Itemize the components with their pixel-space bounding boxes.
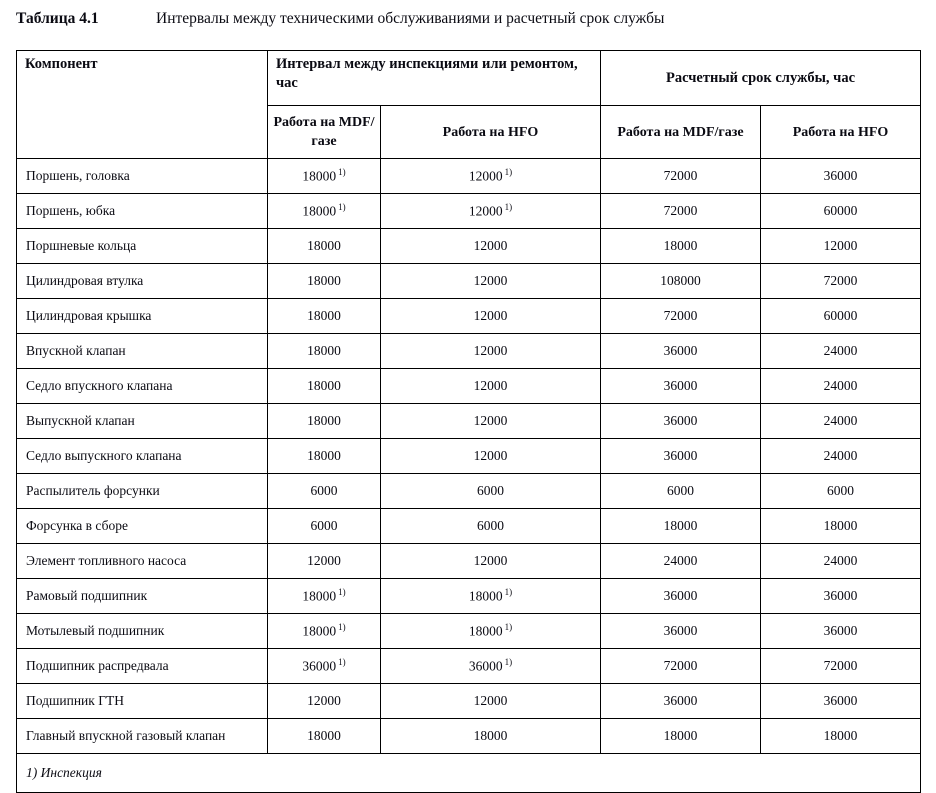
table-body — [17, 159, 921, 793]
cell-value: 18000 — [823, 518, 858, 533]
cell-value: 18000 — [307, 448, 341, 463]
cell-value: 6000 — [667, 483, 694, 498]
cell-lifetime-mdf — [601, 649, 761, 684]
cell-component: Мотылевый подшипник — [17, 614, 268, 649]
cell-lifetime-hfo — [761, 334, 921, 369]
cell-interval-hfo — [381, 369, 601, 404]
cell-value: 108000 — [660, 273, 701, 288]
cell-lifetime-mdf — [601, 719, 761, 754]
cell-value: 24000 — [823, 378, 858, 393]
cell-value: 36000 — [823, 168, 858, 183]
cell-value: 18000 — [302, 203, 337, 219]
cell-component: Седло выпускного клапана — [17, 439, 268, 474]
cell-lifetime-hfo — [761, 369, 921, 404]
cell-value: 12000 — [473, 413, 508, 428]
cell-value: 18000 — [473, 728, 508, 743]
cell-value: 6000 — [477, 483, 504, 498]
cell-value: 36000 — [468, 658, 503, 674]
cell-lifetime-mdf — [601, 509, 761, 544]
cell-lifetime-hfo — [761, 404, 921, 439]
table-row — [17, 229, 921, 264]
cell-interval-mdf — [268, 334, 381, 369]
table-row — [17, 439, 921, 474]
cell-interval-hfo — [381, 229, 601, 264]
cell-value: 18000 — [468, 623, 503, 639]
cell-value: 24000 — [663, 553, 698, 568]
footnote-marker: 1) — [338, 202, 346, 213]
cell-lifetime-hfo — [761, 544, 921, 579]
cell-value: 18000 — [663, 238, 698, 253]
cell-interval-mdf — [268, 299, 381, 334]
cell-lifetime-hfo — [761, 614, 921, 649]
cell-value: 36000 — [823, 623, 858, 638]
cell-interval-mdf — [268, 439, 381, 474]
footnote-marker: 1) — [338, 167, 346, 178]
cell-interval-hfo — [381, 684, 601, 719]
table-row — [17, 684, 921, 719]
table-row — [17, 614, 921, 649]
table-row — [17, 649, 921, 684]
cell-interval-mdf — [268, 719, 381, 754]
cell-lifetime-mdf — [601, 264, 761, 299]
cell-lifetime-mdf — [601, 684, 761, 719]
header-component: Компонент — [17, 51, 268, 159]
table-row — [17, 579, 921, 614]
cell-value: 24000 — [823, 553, 858, 568]
cell-value: 24000 — [823, 343, 858, 358]
cell-value: 36000 — [663, 693, 698, 708]
header-sub-interval-hfo: Работа на HFO — [381, 106, 601, 159]
table-row — [17, 369, 921, 404]
cell-value: 72000 — [663, 168, 698, 183]
cell-lifetime-hfo — [761, 579, 921, 614]
cell-value: 36000 — [302, 658, 337, 674]
cell-lifetime-mdf — [601, 474, 761, 509]
table-caption — [16, 9, 920, 29]
cell-interval-mdf — [268, 649, 381, 684]
cell-interval-mdf — [268, 614, 381, 649]
cell-interval-mdf — [268, 544, 381, 579]
cell-component: Рамовый подшипник — [17, 579, 268, 614]
cell-component: Форсунка в сборе — [17, 509, 268, 544]
cell-interval-hfo — [381, 544, 601, 579]
cell-value: 6000 — [477, 518, 504, 533]
cell-value: 60000 — [823, 203, 858, 218]
cell-value: 24000 — [823, 448, 858, 463]
cell-value: 36000 — [663, 448, 698, 463]
cell-interval-hfo — [381, 299, 601, 334]
table-row — [17, 264, 921, 299]
cell-interval-mdf — [268, 404, 381, 439]
table-row — [17, 719, 921, 754]
cell-lifetime-mdf — [601, 579, 761, 614]
cell-value: 18000 — [302, 168, 337, 184]
table-header — [17, 51, 921, 159]
cell-value: 12000 — [473, 378, 508, 393]
cell-component: Поршень, головка — [17, 159, 268, 194]
cell-component: Главный впускной газовый клапан — [17, 719, 268, 754]
cell-value: 18000 — [307, 273, 341, 288]
cell-interval-mdf — [268, 579, 381, 614]
cell-value: 18000 — [307, 343, 341, 358]
cell-value: 18000 — [302, 588, 337, 604]
footnote-marker: 1) — [504, 167, 513, 178]
table-row — [17, 509, 921, 544]
cell-value: 12000 — [473, 693, 508, 708]
maintenance-intervals-table — [16, 50, 921, 793]
cell-value: 6000 — [310, 518, 338, 533]
cell-component: Впускной клапан — [17, 334, 268, 369]
cell-value: 18000 — [307, 378, 341, 393]
cell-value: 36000 — [663, 413, 698, 428]
cell-lifetime-mdf — [601, 229, 761, 264]
cell-value: 72000 — [663, 203, 698, 218]
cell-value: 36000 — [823, 588, 858, 603]
table-row — [17, 404, 921, 439]
cell-value: 18000 — [468, 588, 503, 604]
table-row — [17, 194, 921, 229]
cell-lifetime-hfo — [761, 684, 921, 719]
cell-value: 72000 — [663, 658, 698, 673]
cell-value: 12000 — [473, 238, 508, 253]
cell-lifetime-mdf — [601, 439, 761, 474]
cell-lifetime-hfo — [761, 229, 921, 264]
cell-lifetime-hfo — [761, 439, 921, 474]
cell-value: 6000 — [310, 483, 338, 498]
cell-value: 12000 — [307, 553, 341, 568]
cell-value: 36000 — [663, 623, 698, 638]
cell-component: Подшипник ГТН — [17, 684, 268, 719]
footnote-marker: 1) — [504, 622, 513, 633]
cell-interval-hfo — [381, 509, 601, 544]
footnote-marker: 1) — [504, 202, 513, 213]
cell-value: 12000 — [307, 693, 341, 708]
table-row — [17, 544, 921, 579]
cell-value: 36000 — [663, 588, 698, 603]
cell-interval-hfo — [381, 649, 601, 684]
cell-component: Подшипник распредвала — [17, 649, 268, 684]
footnote-marker: 1) — [338, 657, 346, 668]
footnote-marker: 1) — [338, 587, 346, 598]
cell-lifetime-mdf — [601, 369, 761, 404]
cell-value: 18000 — [307, 728, 341, 743]
header-row-groups — [17, 51, 921, 106]
cell-lifetime-mdf — [601, 159, 761, 194]
header-group-interval: Интервал между инспекциями или ремонтом, час — [268, 51, 601, 106]
maintenance-table-wrapper — [16, 50, 920, 793]
cell-value: 6000 — [827, 483, 854, 498]
cell-lifetime-hfo — [761, 719, 921, 754]
cell-value: 12000 — [473, 273, 508, 288]
cell-value: 12000 — [473, 343, 508, 358]
cell-interval-hfo — [381, 264, 601, 299]
cell-interval-hfo — [381, 439, 601, 474]
cell-interval-hfo — [381, 159, 601, 194]
cell-value: 24000 — [823, 413, 858, 428]
cell-lifetime-hfo — [761, 649, 921, 684]
cell-value: 12000 — [823, 238, 858, 253]
footnote-row — [17, 754, 921, 793]
cell-lifetime-mdf — [601, 404, 761, 439]
footnote-marker: 1) — [504, 657, 513, 668]
table-row — [17, 334, 921, 369]
cell-interval-mdf — [268, 509, 381, 544]
cell-value: 18000 — [307, 413, 341, 428]
header-sub-lifetime-hfo: Работа на HFO — [761, 106, 921, 159]
cell-interval-mdf — [268, 194, 381, 229]
cell-value: 72000 — [663, 308, 698, 323]
table-row — [17, 159, 921, 194]
table-caption-text: Интервалы между техническими обслуживаниями и расчетный срок службы — [156, 10, 665, 27]
cell-value: 18000 — [307, 238, 341, 253]
cell-component: Цилиндровая крышка — [17, 299, 268, 334]
cell-interval-hfo — [381, 404, 601, 439]
cell-interval-hfo — [381, 334, 601, 369]
cell-value: 18000 — [663, 518, 698, 533]
cell-component: Поршень, юбка — [17, 194, 268, 229]
cell-lifetime-hfo — [761, 474, 921, 509]
header-sub-interval-mdf: Работа на MDF/газе — [268, 106, 381, 159]
header-group-lifetime: Расчетный срок службы, час — [601, 51, 921, 106]
cell-lifetime-mdf — [601, 194, 761, 229]
cell-value: 36000 — [663, 378, 698, 393]
cell-lifetime-hfo — [761, 194, 921, 229]
cell-lifetime-mdf — [601, 299, 761, 334]
cell-component: Элемент топливного насоса — [17, 544, 268, 579]
table-footnote: 1) Инспекция — [17, 754, 921, 793]
cell-value: 60000 — [823, 308, 858, 323]
cell-value: 36000 — [663, 343, 698, 358]
cell-value: 18000 — [307, 308, 341, 323]
table-row — [17, 474, 921, 509]
table-caption-label: Таблица 4.1 — [16, 10, 99, 27]
cell-interval-hfo — [381, 194, 601, 229]
cell-lifetime-mdf — [601, 544, 761, 579]
cell-interval-mdf — [268, 159, 381, 194]
footnote-marker: 1) — [338, 622, 346, 633]
cell-value: 72000 — [823, 273, 858, 288]
cell-lifetime-hfo — [761, 509, 921, 544]
cell-value: 18000 — [302, 623, 337, 639]
cell-component: Поршневые кольца — [17, 229, 268, 264]
cell-component: Цилиндровая втулка — [17, 264, 268, 299]
table-row — [17, 299, 921, 334]
cell-value: 12000 — [468, 203, 503, 219]
cell-component: Седло впускного клапана — [17, 369, 268, 404]
footnote-marker: 1) — [504, 587, 513, 598]
cell-lifetime-hfo — [761, 159, 921, 194]
cell-interval-mdf — [268, 474, 381, 509]
cell-component: Распылитель форсунки — [17, 474, 268, 509]
cell-interval-hfo — [381, 579, 601, 614]
cell-value: 12000 — [473, 553, 508, 568]
cell-value: 18000 — [823, 728, 858, 743]
cell-value: 18000 — [663, 728, 698, 743]
cell-lifetime-mdf — [601, 614, 761, 649]
cell-interval-mdf — [268, 229, 381, 264]
cell-lifetime-hfo — [761, 299, 921, 334]
cell-interval-hfo — [381, 614, 601, 649]
cell-interval-mdf — [268, 264, 381, 299]
cell-value: 12000 — [473, 308, 508, 323]
cell-value: 36000 — [823, 693, 858, 708]
cell-value: 12000 — [473, 448, 508, 463]
cell-interval-mdf — [268, 369, 381, 404]
cell-component: Выпускной клапан — [17, 404, 268, 439]
cell-lifetime-hfo — [761, 264, 921, 299]
cell-value: 72000 — [823, 658, 858, 673]
cell-lifetime-mdf — [601, 334, 761, 369]
cell-interval-hfo — [381, 474, 601, 509]
cell-interval-mdf — [268, 684, 381, 719]
cell-interval-hfo — [381, 719, 601, 754]
header-sub-lifetime-mdf: Работа на MDF/газе — [601, 106, 761, 159]
cell-value: 12000 — [468, 168, 503, 184]
